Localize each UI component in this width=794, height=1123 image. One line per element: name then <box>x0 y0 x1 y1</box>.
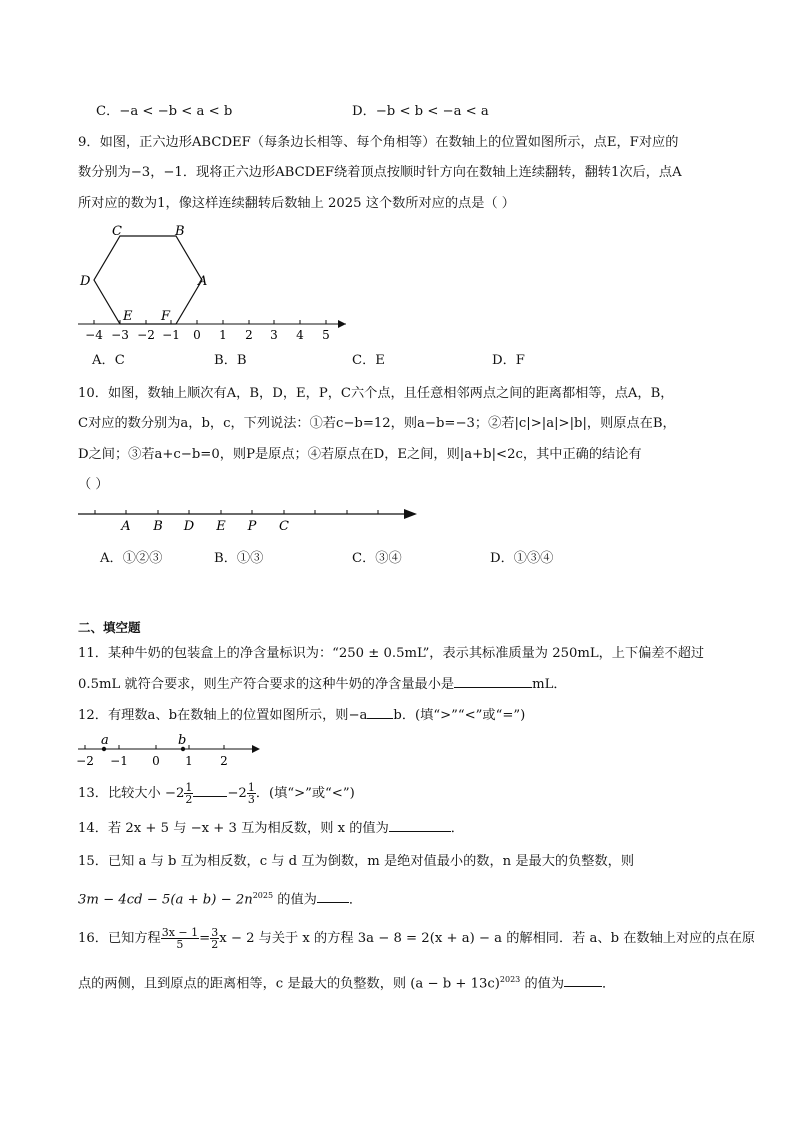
q12-hint: b．(填“>”“<”或“=”) <box>393 708 526 723</box>
q15-line-2 <box>78 886 362 910</box>
q15-end: ． <box>348 892 363 908</box>
q16-fraction-2: $\frac{3}{2}$ <box>211 926 219 951</box>
q16-line-1 <box>78 925 755 953</box>
q11-line-1: 11．某种牛奶的包装盒上的净含量标识为：“250 ± 0.5mL”，表示其标准质量为 250mL，上下偏差不超过 <box>78 646 705 661</box>
tick-label: 3 <box>270 328 278 342</box>
tick-label: −1 <box>162 328 180 342</box>
hexagon-shape <box>94 236 202 324</box>
q11-text: 0.5mL 就符合要求，则生产符合要求的这种牛奶的净含量最小是 <box>78 677 455 692</box>
q13-fraction-1: $\frac{1}{2}$ <box>185 781 193 806</box>
q12-line <box>78 705 525 726</box>
q14-answer-blank[interactable] <box>389 818 451 832</box>
tick-label: 1 <box>219 328 227 342</box>
tick-label: −4 <box>85 328 103 342</box>
section-title-fill-in: 二、填空题 <box>78 620 141 635</box>
q16-end: ． <box>602 976 616 992</box>
tick-label: 2 <box>245 328 253 342</box>
q16-line-2 <box>78 970 615 994</box>
q15-answer-blank[interactable] <box>317 889 349 903</box>
q14-line <box>78 818 464 839</box>
tick-label: 1 <box>185 754 193 768</box>
q13-answer-blank[interactable] <box>193 783 227 797</box>
point-label-b: B <box>153 519 163 534</box>
q16-exponent: 2023 <box>499 975 521 984</box>
q13-line <box>78 780 355 808</box>
point-label-a: A <box>121 519 131 534</box>
tick-label: −2 <box>76 754 94 768</box>
q11-line-2 <box>78 674 567 695</box>
q10-line-4: （ ） <box>78 477 109 492</box>
q15-line-1: 15．已知 a 与 b 互为相反数，c 与 d 互为倒数，m 是绝对值最小的数，n 是最大的负整数，则 <box>78 854 635 869</box>
q13-fraction-2: $\frac{1}{3}$ <box>247 781 255 806</box>
q8-option-d: D．−b < b < −a < a <box>352 104 489 119</box>
q15-exponent: 2025 <box>252 891 274 900</box>
tick-label: 4 <box>296 328 304 342</box>
point-label-p: P <box>247 519 257 534</box>
q13-prefix: 13．比较大小 −2 <box>78 786 185 801</box>
tick-label: −2 <box>137 328 155 342</box>
q13-mid: −2 <box>227 786 247 801</box>
q10-line-1: 10．如图，数轴上顺次有A，B，D，E，P，C六个点，且任意相邻两点之间的距离都相等，点A，B， <box>78 386 674 401</box>
q9-line-2: 数分别为−3，−1．现将正六边形ABCDEF绕着顶点按顺时针方向在数轴上连续翻转，翻转1次后，点A <box>78 165 682 180</box>
point-label-c: C <box>279 519 289 534</box>
q9-line-3: 所对应的数为1，像这样连续翻转后数轴上 2025 这个数所对应的点是（ ） <box>78 196 515 211</box>
q10-option-a: A．①②③ <box>100 551 163 566</box>
vertex-label-e: E <box>123 309 133 324</box>
q16-text-2: 点的两侧，且到原点的距离相等，c 是最大的负整数，则 (a − b + 13c) <box>78 976 500 992</box>
q9-option-c: C．E <box>352 353 385 368</box>
q9-option-b: B．B <box>214 353 247 368</box>
tick-label: −3 <box>111 328 129 342</box>
q10-axis-arrow <box>404 509 417 519</box>
point-label-b: b <box>178 733 187 748</box>
q10-line-2: C对应的数分别为a，b，c，下列说法：①若c−b=12，则a−b=−3；②若|c|>|a|>|b|，则原点在B， <box>78 416 676 431</box>
vertex-label-d: D <box>80 274 91 289</box>
q11-unit: mL． <box>532 677 567 692</box>
tick-label: 2 <box>220 754 228 768</box>
q12-answer-blank[interactable] <box>367 705 393 719</box>
q12-axis-arrow <box>252 745 260 753</box>
tick-label: 5 <box>322 328 330 342</box>
q15-expression: 3m − 4cd − 5(a + b) − 2n <box>78 892 253 908</box>
q10-line-3: D之间；③若a+c−b=0，则P是原点；④若原点在D，E之间，则|a+b|<2c，其中正确的结论有 <box>78 447 642 462</box>
vertex-label-c: C <box>112 224 122 239</box>
vertex-label-f: F <box>161 309 171 324</box>
vertex-label-a: A <box>198 274 208 289</box>
q16-text: x − 2 与关于 x 的方程 3a − 8 = 2(x + a) − a 的解相同．若 a、b 在数轴上对应的点在原 <box>219 931 756 946</box>
q8-option-c: C．−a < −b < a < b <box>96 104 233 119</box>
q16-prefix: 16．已知方程 <box>78 931 161 946</box>
q16-fraction-1: $\frac{3x - 1}{5}$ <box>161 926 199 951</box>
tick-label: 0 <box>152 754 160 768</box>
q16-equals: = <box>199 931 211 946</box>
vertex-label-b: B <box>175 224 185 239</box>
q10-option-b: B．①③ <box>214 551 264 566</box>
q16-answer-blank[interactable] <box>564 973 602 987</box>
q9-option-d: D．F <box>492 353 525 368</box>
q9-line-1: 9．如图，正六边形ABCDEF（每条边长相等、每个角相等）在数轴上的位置如图所示，点E，F对应的 <box>78 135 679 150</box>
q10-option-d: D．①③④ <box>490 551 554 566</box>
q12-number-line-figure <box>74 730 266 770</box>
q10-option-c: C．③④ <box>352 551 402 566</box>
q11-answer-blank[interactable] <box>454 674 532 688</box>
q14-end: ． <box>450 821 464 836</box>
q9-hexagon-figure <box>74 222 354 344</box>
q15-text: 的值为 <box>273 892 317 908</box>
q14-text: 14．若 2x + 5 与 −x + 3 互为相反数，则 x 的值为 <box>78 821 389 836</box>
q9-option-a: A．C <box>92 353 125 368</box>
tick-label: 0 <box>193 328 201 342</box>
q10-number-line-figure <box>74 500 420 536</box>
point-label-a: a <box>101 733 109 748</box>
point-label-e: E <box>216 519 226 534</box>
q12-text: 12．有理数a、b在数轴上的位置如图所示，则−a <box>78 708 368 723</box>
q9-axis-arrow <box>338 320 346 328</box>
point-label-d: D <box>183 519 195 534</box>
tick-label: −1 <box>110 754 128 768</box>
q16-value-text: 的值为 <box>520 976 565 992</box>
q13-suffix: ．(填“>”或“<”) <box>255 786 355 801</box>
